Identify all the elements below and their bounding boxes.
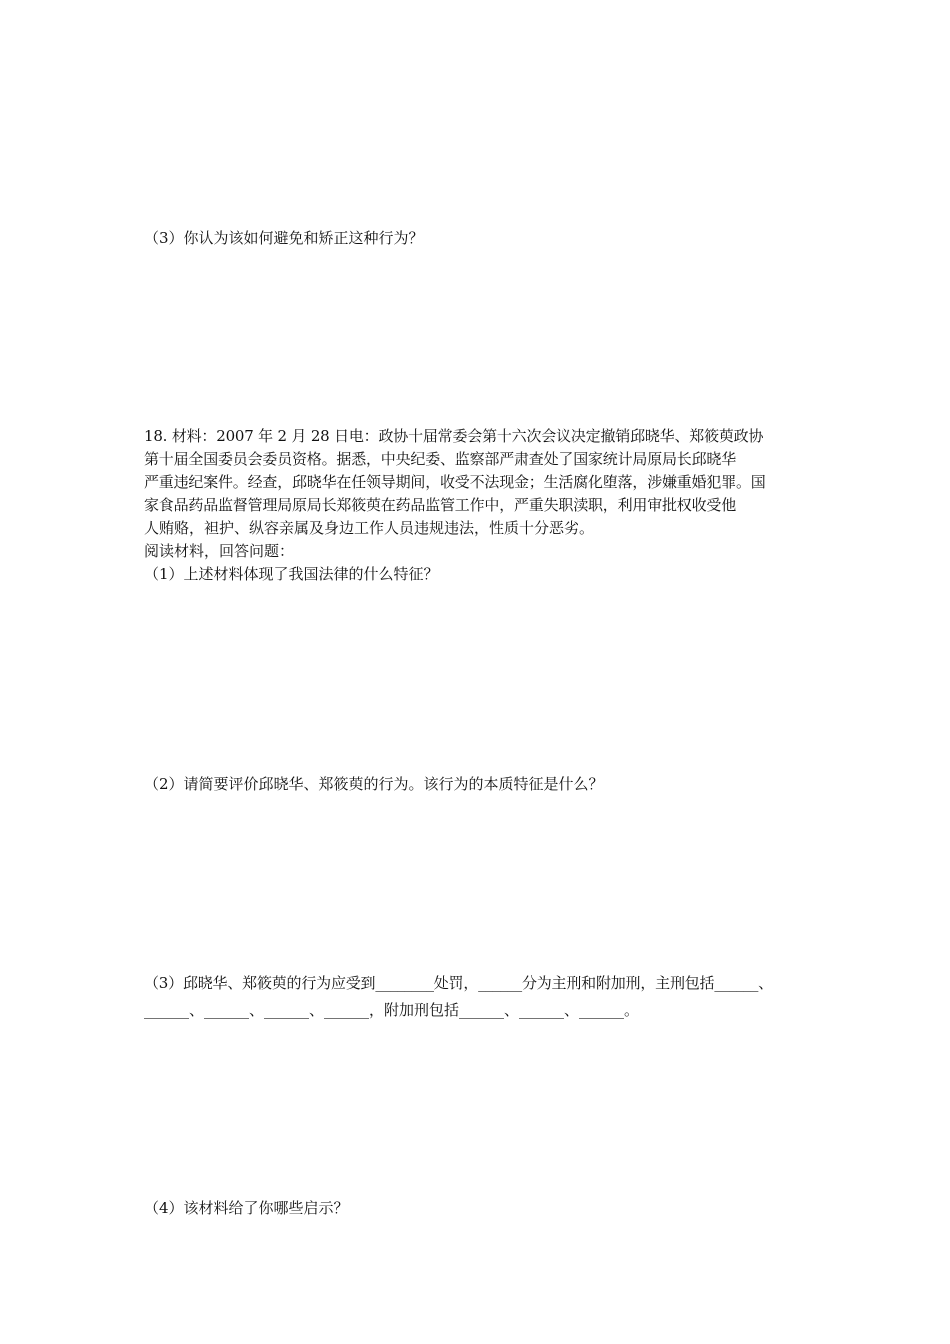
q18-part3-line: （3）邱晓华、郑筱萸的行为应受到________处罚，______分为主刑和附加刑，主刑包括______、 — [144, 974, 773, 992]
q18-part2-question: （2）请简要评价邱晓华、郑筱萸的行为。该行为的本质特征是什么？ — [144, 775, 604, 793]
q18-material-line: 18. 材料：2007 年 2 月 28 日电：政协十届常委会第十六次会议决定撤销邱晓华、郑筱萸政协 — [144, 427, 764, 445]
q18-part1-question: （1）上述材料体现了我国法律的什么特征？ — [144, 565, 439, 583]
q18-material-line: 严重违纪案件。经查，邱晓华在任领导期间，收受不法现金；生活腐化堕落，涉嫌重婚犯罪。国 — [144, 473, 766, 491]
q18-material-line: 家食品药品监督管理局原局长郑筱萸在药品监管工作中，严重失职渎职，利用审批权收受他 — [144, 496, 737, 514]
q18-instruction: 阅读材料，回答问题： — [144, 542, 295, 560]
q18-part3-question — [144, 972, 814, 1022]
q18-material-line: 人贿赂，袒护、纵容亲属及身边工作人员违规违法，性质十分恶劣。 — [144, 519, 595, 537]
q18-material — [144, 425, 814, 586]
q18-part4-question: （4）该材料给了你哪些启示？ — [144, 1199, 349, 1217]
q18-material-line: 第十届全国委员会委员资格。据悉，中央纪委、监察部严肃查处了国家统计局原局长邱晓华 — [144, 450, 737, 468]
q17-part3-question: （3）你认为该如何避免和矫正这种行为？ — [144, 229, 424, 247]
q18-part3-line: ______、______、______、______，附加刑包括______、______、______。 — [144, 1001, 640, 1019]
